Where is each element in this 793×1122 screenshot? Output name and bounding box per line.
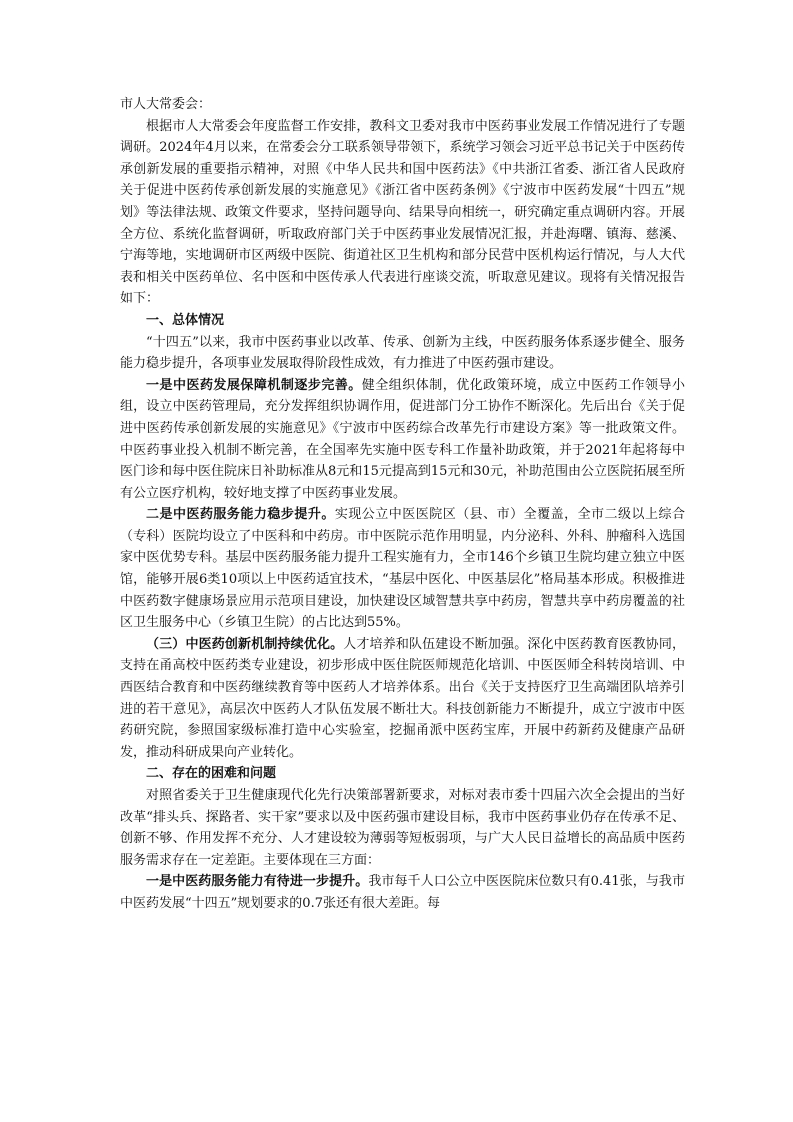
document-page: [120, 94, 685, 915]
section-heading-overview: 一、总体情况: [146, 312, 225, 328]
item-body: 健全组织体制，优化政策环境，成立中医药工作领导小组，设立中医药管理局，充分发挥组织协调作用，促进部门分工协作不断深化。先后出台《关于促进中医药传承创新发展的实施意见》《宁波市中医药综合改革先行市建设方案》等一批政策文件。中医药事业投入机制不断完善，在全国率先实施中医专科工作量补助政策，并于2021年起将每中医门诊和每中医住院床日补助标准从8元和15元提高到15元和30元，补助范围由公立医院拓展至所有公立医疗机构，较好地支撑了中医药事业发展。: [120, 377, 685, 501]
section-heading-problems: 二、存在的困难和问题: [146, 766, 277, 782]
overview-item-2: [120, 504, 685, 634]
item-lead: 一是中医药服务能力有待进一步提升。: [146, 874, 369, 890]
problems-item-1: [120, 871, 685, 914]
item-lead: （三）中医药创新机制持续优化。: [146, 636, 344, 652]
overview-item-1: [120, 375, 685, 505]
item-body: 我市每千人口公立中医医院床位数只有0.41张，与我市中医药发展“十四五”规划要求的0.7张还有很大差距。每: [120, 874, 685, 911]
item-body: 人才培养和队伍建设不断加强。深化中医药教育医教协同，支持在甬高校中医药类专业建设，初步形成中医住院医师规范化培训、中医医师全科转岗培训、中西医结合教育和中医药继续教育等中医药人才培养体系。出台《关于支持医疗卫生高端团队培养引进的若干意见》，高层次中医药人才队伍发展不断壮大。科技创新能力不断提升，成立宁波市中医药研究院，参照国家级标准打造中心实验室，挖掘甬派中医药宝库，开展中药新药及健康产品研发，推动科研成果向产业转化。: [120, 636, 685, 760]
intro-paragraph: 根据市人大常委会年度监督工作安排，教科文卫委对我市中医药事业发展工作情况进行了专题调研。2024年4月以来，在常委会分工联系领导带领下，系统学习领会习近平总书记关于中医药传承创新发展的重要指示精神，对照《中华人民共和国中医药法》《中共浙江省委、浙江省人民政府关于促进中医药传承创新发展的实施意见》《浙江省中医药条例》《宁波市中医药发展“十四五”规划》等法律法规、政策文件要求，坚持问题导向、结果导向相统一，研究确定重点调研内容。开展全方位、系统化监督调研，听取政府部门关于中医药事业发展情况汇报，并赴海曙、镇海、慈溪、宁海等地，实地调研市区两级中医院、街道社区卫生机构和部分民营中医机构运行情况，与人大代表和相关中医药单位、名中医和中医传承人代表进行座谈交流，听取意见建议。现将有关情况报告如下：: [120, 118, 685, 307]
overview-item-3: [120, 634, 685, 764]
item-body: 实现公立中医医院区（县、市）全覆盖，全市二级以上综合（专科）医院均设立了中医科和中药房。市中医院示范作用明显，内分泌科、外科、肿瘤科入选国家中医优势专科。基层中医药服务能力提升工程实施有力，全市146个乡镇卫生院均建立独立中医馆，能够开展6类10项以上中医药适宜技术，“基层中医化、中医基层化”格局基本形成。积极推进中医药数字健康场景应用示范项目建设，加快建设区域智慧共享中药房，智慧共享中药房覆盖的社区卫生服务中心（乡镇卫生院）的占比达到55%。: [120, 507, 685, 631]
salutation: 市人大常委会：: [120, 97, 212, 112]
overview-summary: “十四五”以来，我市中医药事业以改革、传承、创新为主线，中医药服务体系逐步健全、服务能力稳步提升，各项事业发展取得阶段性成效，有力推进了中医药强市建设。: [120, 334, 685, 372]
item-lead: 一是中医药发展保障机制逐步完善。: [146, 377, 362, 393]
item-lead: 二是中医药服务能力稳步提升。: [146, 507, 335, 523]
problems-summary: 对照省委关于卫生健康现代化先行决策部署新要求，对标对表市委十四届六次全会提出的当好改革“排头兵、探路者、实干家”要求以及中医药强市建设目标，我市中医药事业仍存在传承不足、创新不够、作用发挥不充分、人才建设较为薄弱等短板弱项，与广大人民日益增长的高品质中医药服务需求存在一定差距。主要体现在三方面：: [120, 788, 685, 868]
